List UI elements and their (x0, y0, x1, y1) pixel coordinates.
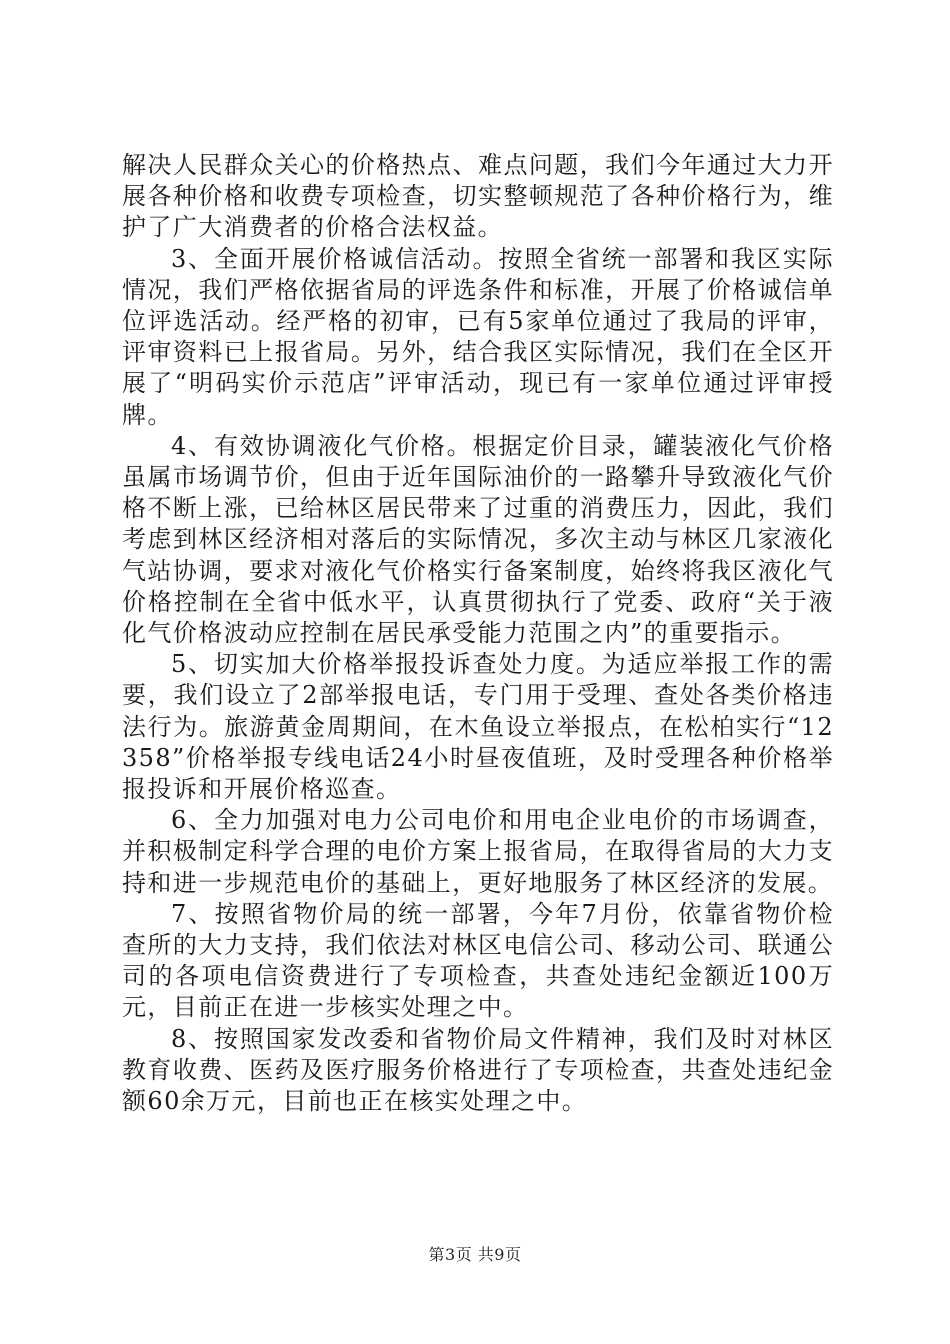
paragraph-item-4: 4、有效协调液化气价格。根据定价目录，罐装液化气价格虽属市场调节价，但由于近年国际油价的一路攀升导致液化气价格不断上涨，已给林区居民带来了过重的消费压力，因此，我们考虑到林区经济相对落后的实际情况，多次主动与林区几家液化气站协调，要求对液化气价格实行备案制度，始终将我区液化气价格控制在全省中低水平，认真贯彻执行了党委、政府“关于液化气价格波动应控制在居民承受能力范围之内”的重要指示。 (122, 431, 834, 648)
paragraph-item-3: 3、全面开展价格诚信活动。按照全省统一部署和我区实际情况，我们严格依据省局的评选条件和标准，开展了价格诚信单位评选活动。经严格的初审，已有5家单位通过了我局的评审，评审资料已上报省局。另外，结合我区实际情况，我们在全区开展了“明码实价示范店”评审活动，现已有一家单位通过评审授牌。 (122, 244, 834, 429)
paragraph-item-7: 7、按照省物价局的统一部署，今年7月份，依靠省物价检查所的大力支持，我们依法对林区电信公司、移动公司、联通公司的各项电信资费进行了专项检查，共查处违纪金额近100万元，目前正在进一步核实处理之中。 (122, 899, 834, 1022)
page-number-footer: 第3页 共9页 (428, 1245, 522, 1264)
paragraph-item-6: 6、全力加强对电力公司电价和用电企业电价的市场调查，并积极制定科学合理的电价方案上报省局，在取得省局的大力支持和进一步规范电价的基础上，更好地服务了林区经济的发展。 (122, 806, 834, 897)
paragraph-item-8: 8、按照国家发改委和省物价局文件精神，我们及时对林区教育收费、医药及医疗服务价格进行了专项检查，共查处违纪金额60余万元，目前也正在核实处理之中。 (122, 1024, 834, 1116)
paragraph-item-5: 5、切实加大价格举报投诉查处力度。为适应举报工作的需要，我们设立了2部举报电话，专门用于受理、查处各类价格违法行为。旅游黄金周期间，在木鱼设立举报点，在松柏实行“12358”价格举报专线电话24小时昼夜值班，及时受理各种价格举报投诉和开展价格巡查。 (122, 650, 834, 804)
paragraph-continuation: 解决人民群众关心的价格热点、难点问题，我们今年通过大力开展各种价格和收费专项检查，切实整顿规范了各种价格行为，维护了广大消费者的价格合法权益。 (122, 151, 834, 242)
document-body (122, 150, 834, 1117)
